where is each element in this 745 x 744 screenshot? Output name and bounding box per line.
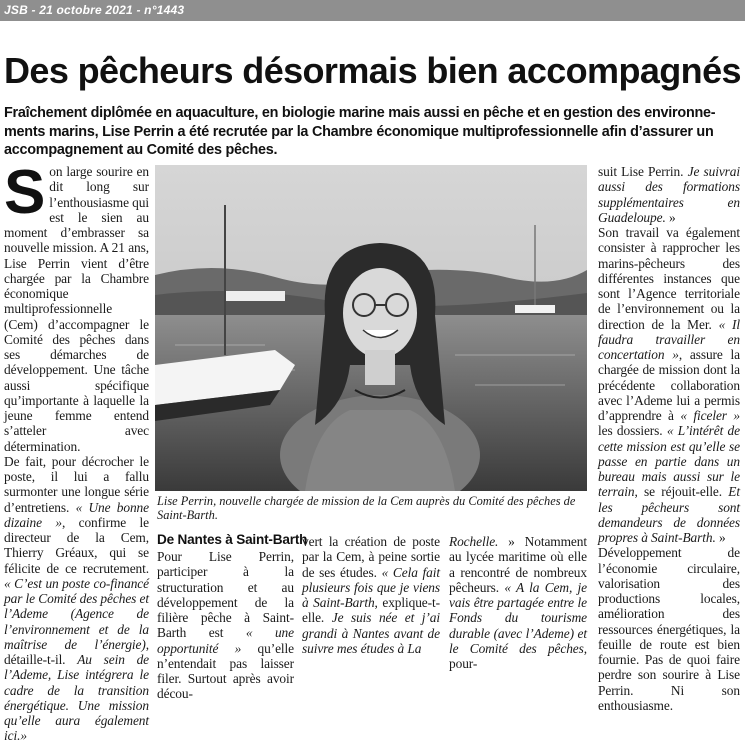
paragraph-recruitment: De fait, pour décrocher le poste, il lui a fallu surmonter une longue série d’entretiens. « Une bonne dizaine », confirme le directeur de la Cem, Thierry Gréaux, qui se félicite de ce recrutement. « C’est un poste co-financé par le Comité des pêches et l’Ademe (Agence de l’environnement et de la maîtrise de l’énergie), détaille-t-il. Au sein de l’Ademe, Lise intégrera le cadre de la transition énergétique. Une mission qu’elle aura également ici.» [4, 453, 150, 744]
column-1 [4, 158, 150, 744]
paragraph-training: suit Lise Perrin. Je suivrai aussi des formations supplémentaires en Guadeloupe. » [598, 164, 741, 225]
column-2 [157, 549, 294, 702]
paragraph-roadmap: Développement de l’économie circulaire, valorisation des productions locales, amélioration des ressources énergétiques, la feuille de route est bien fournie. Pas de quoi faire perdre son sourire à Lise Perrin. Ni son enthousiasme. [598, 545, 740, 713]
paragraph-nantes: vert la création de poste par la Cem, à peine sortie de ses études. « Cela fait plusieurs fois que je viens à Saint-Barth, explique-t-elle. Je suis née et j’ai grandi à Nantes avant de suivre mes études à La [302, 534, 440, 656]
article-standfirst: Fraîchement diplômée en aquaculture, en biologie marine mais aussi en pêche et en gestion des environnements marins, Lise Perrin a été recrutée par la Chambre économique multiprofessionnelle afin d’assurer un accompagnement au Comité des pêches. [4, 105, 716, 158]
paragraph-mission: Son travail va également consister à rapprocher les marins-pêcheurs des différentes instances que sont l’Agence territoriale de l’environnement ou la direction de la Mer. « Il faudra travailler en concertation », assure la chargée de mission dont la précédente collaboration avec l’Ademe lui a permis d’apprendre à « ficeler » les dossiers. « L’intérêt de cette mission est qu’elle se passe en partie dans un bureau mais aussi sur le terrain, se réjouit-elle. Et les pêcheurs sont demandeurs de données propres à Saint-Barth. » [598, 225, 741, 545]
photo-caption: Lise Perrin, nouvelle chargée de mission de la Cem auprès du Comité des pêches de Saint-Barth. [157, 494, 576, 522]
paragraph-opportunity: Pour Lise Perrin, participer à la structuration et au développement de la filière pêche à Saint-Barth est « une opportunité » qu’elle n’entendait pas laisser filer. Surtout après avoir décou- [157, 549, 294, 702]
article-title: Des pêcheurs désormais bien accompagnés [4, 50, 741, 91]
paragraph-rochelle: Rochelle. » Notamment au lycée maritime où elle a rencontré de nombreux pêcheurs. « A la Cem, je vais être partagée entre le Fonds du tourisme durable (avec l’Ademe) et le Comité des pêches, pour- [449, 534, 587, 671]
column-3 [302, 534, 440, 656]
folio-bar [0, 0, 745, 21]
portrait-photo [155, 165, 587, 491]
column-4 [449, 534, 587, 671]
column-5 [598, 164, 740, 713]
section-subhead: De Nantes à Saint-Barth [157, 532, 308, 547]
folio-text: JSB - 21 octobre 2021 - n°1443 [4, 3, 185, 17]
drop-cap: S [4, 158, 46, 227]
paragraph-intro: Son large sourire en dit long sur l’enthousiasme qui est le sien au moment d’embrasser sa nouvelle mission. A 21 ans, Lise Perrin vient d’être chargée par la Chambre économique multiprofessionnelle (Cem) d’accompagner le Comité des pêches dans ses démarches de développement. Une tâche aussi spécifique qu’importante à laquelle la jeune femme entend s’atteler avec détermination. [4, 158, 149, 454]
